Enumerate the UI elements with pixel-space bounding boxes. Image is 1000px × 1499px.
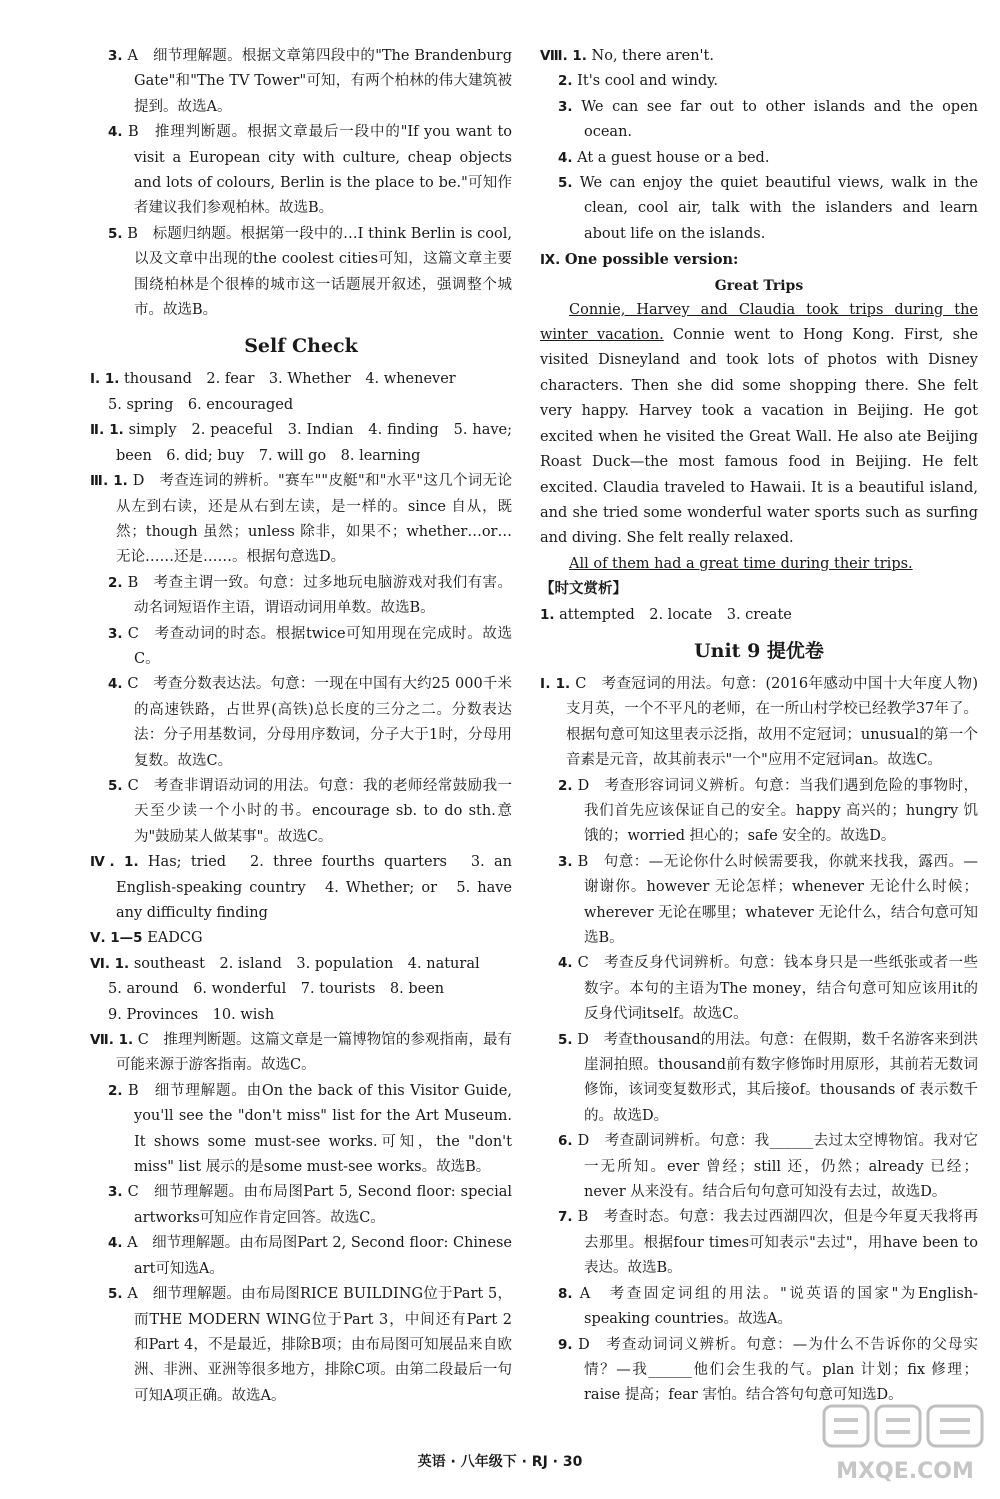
answer-item <box>540 1129 978 1205</box>
answer-item <box>540 1205 978 1281</box>
answer-item <box>90 222 512 324</box>
answer-item <box>540 603 978 628</box>
answer-item <box>90 774 512 850</box>
answer-item <box>540 171 978 247</box>
page-footer: 英语 · 八年级下 · RJ · 30 <box>417 1454 583 1470</box>
answer-item <box>90 926 512 951</box>
item-number: 9. <box>558 1336 573 1353</box>
item-number: Ⅲ. 1. <box>90 473 128 490</box>
underlined-sentence: Connie, Harvey and Claudia took trips during the winter vacation. <box>540 301 978 344</box>
item-text: attempted 2. locate 3. create <box>559 606 792 623</box>
item-number: 4. <box>558 955 573 972</box>
answer-item <box>90 44 512 120</box>
item-number: 8. <box>558 1285 573 1302</box>
answer-item <box>540 672 978 774</box>
item-text: 5. spring 6. encouraged <box>108 396 294 413</box>
item-text: simply 2. peaceful 3. Indian 4. finding 5. have; been 6. did; buy 7. will go 8. learning <box>116 422 512 464</box>
item-text: D 考查动词词义辨析。句意：—为什么不告诉你的父母实情？—我______他们会生我的气。plan 计划；fix 修理；raise 提高；fear 害怕。结合答句句意可知选D。 <box>578 1336 979 1404</box>
item-text: D 考查连词的辨析。"赛车""皮艇"和"水平"这几个词无论从左到右读，还是从右到左读，是一样的。since 自从，既然；though 虽然；unless 除非，如果不；whether…or…无论……还是……。根据句意选D。 <box>116 473 513 566</box>
item-text: C 细节理解题。由布局图Part 5, Second floor: special artworks可知应作肯定回答。故选C。 <box>127 1184 513 1226</box>
item-number: 2. <box>558 73 573 90</box>
item-number: Ⅵ. 1. <box>90 955 130 972</box>
item-text: 5. around 6. wonderful 7. tourists 8. been <box>108 981 445 998</box>
item-text: C 考查分数表达法。句意：一现在中国有大约25 000千米的高速铁路，占世界(高铁)总长度的三分之二。分数表达法：分子用基数词，分母用序数词，分子大于1时，分母用复数。故选C。 <box>127 676 512 769</box>
answer-item <box>90 850 512 926</box>
item-number: 6. <box>558 1133 573 1150</box>
item-number: 3. <box>108 48 123 64</box>
section-heading: Unit 9 提优卷 <box>694 639 824 662</box>
item-text: C 考查非谓语动词的用法。句意：我的老师经常鼓励我一天至少读一个小时的书。encourage sb. to do sth.意为"鼓励某人做某事"。故选C。 <box>127 777 513 845</box>
item-text: B 细节理解题。由On the back of this Visitor Guide, you'll see the "don't miss" list for the Art Museum. It shows some must-see works.可知，the "don't miss" list 展示的是some must-see works。故选B。 <box>127 1082 512 1176</box>
item-number: Ⅰ. 1. <box>90 371 120 388</box>
item-number: 4. <box>108 1235 123 1252</box>
answer-item <box>540 1282 978 1333</box>
item-text: C 考查冠词的用法。句意：(2016年感动中国十大年度人物)支月英，一个不平凡的老师，在一所山村学校已经教学37年了。根据句意可知这里表示泛指，故用不定冠词；unusual的第一个音素是元音，故其前表示"一个"应用不定冠词an。故选C。 <box>566 675 979 769</box>
item-text: D 考查副词辨析。句意：我______去过太空博物馆。我对它一无所知。ever 曾经；still 还，仍然；already 已经；never 从来没有。结合后句句意可知没有去过，故选D。 <box>577 1133 979 1201</box>
answer-item <box>90 1028 512 1079</box>
answer-item <box>90 367 512 392</box>
answer-item <box>540 774 978 850</box>
item-text: B 推理判断题。根据文章最后一段中的"If you want to visit a European city with culture, cheap objects and lots of colours, Berlin is the place to be."可知作者建议我们参观柏林。故选B。 <box>128 124 512 217</box>
item-number: 1. <box>540 606 555 623</box>
answer-item <box>90 393 512 418</box>
left-column <box>90 44 512 1409</box>
item-number: 3. <box>108 1184 123 1201</box>
answer-item <box>90 1003 512 1028</box>
item-text: We can see far out to other islands and the open ocean. <box>581 98 978 141</box>
item-number: 7. <box>558 1209 573 1226</box>
item-text: thousand 2. fear 3. Whether 4. whenever <box>123 371 456 388</box>
item-number: 4. <box>108 124 123 141</box>
item-number: 5. <box>558 175 573 192</box>
item-number: 2. <box>108 574 123 591</box>
item-number: Ⅰ. 1. <box>540 675 571 692</box>
item-text: C 推理判断题。这篇文章是一篇博物馆的参观指南，最有可能来源于游客指南。故选C。 <box>116 1032 513 1074</box>
item-text: D 考查形容词词义辨析。句意：当我们遇到危险的事物时，我们首先应该保证自己的安全。happy 高兴的；hungry 饥饿的；worried 担心的；safe 安全的。故选D。 <box>577 777 978 845</box>
answer-item <box>540 951 978 1027</box>
item-number: Ⅳ. 1. <box>90 854 139 871</box>
section-heading: Self Check <box>244 335 358 358</box>
item-text: No, there aren't. <box>591 48 714 64</box>
essay-paragraph <box>540 552 978 577</box>
item-text: southeast 2. island 3. population 4. natural <box>133 955 480 972</box>
svg-text:MXQE.COM: MXQE.COM <box>836 1459 974 1484</box>
item-text: D 考查thousand的用法。句意：在假期，数千名游客来到洪崖洞拍照。thousand前有数字修饰时用原形，其前若无数词修饰，该词变复数形式，其后接of。thousands of 表示数千的。故选D。 <box>577 1031 979 1124</box>
answer-item <box>540 95 978 146</box>
item-text: A 细节理解题。由布局图RICE BUILDING位于Part 5，而THE MODERN WING位于Part 3，中间还有Part 2和Part 4，不是最近，排除B项；由布局图可知展品来自欧洲、非洲、亚洲等很多地方，排除C项。由第二段最后一句可知A项正确。故选A。 <box>127 1286 513 1404</box>
answer-item <box>90 1079 512 1181</box>
answer-item <box>90 952 512 977</box>
item-number: 2. <box>108 1082 123 1099</box>
answer-item <box>90 1231 512 1282</box>
item-number: 5. <box>108 1286 123 1303</box>
paragraph-text: Connie went to Hong Kong. First, she visited Disneyland and took lots of photos with Disney characters. Then she did some shopping there. She felt very happy. Harvey took a vacation in Beijing. He got excited when he visited the Great Wall. He also ate Beijing Roast Duck—the most famous food in Beijing. He felt excited. Claudia traveled to Hawaii. It is a beautiful island, and she tried some wonderful water sports such as surfing and diving. She felt really relaxed. <box>540 327 978 547</box>
item-number: 3. <box>108 625 123 642</box>
item-text: B 考查主谓一致。句意：过多地玩电脑游戏对我们有害。动名词短语作主语，谓语动词用单数。故选B。 <box>127 574 512 617</box>
item-text: 9. Provinces 10. wish <box>108 1006 275 1023</box>
item-text: C 考查反身代词辨析。句意：钱本身只是一些纸张或者一些数字。本句的主语为The money，结合句意可知应该用it的反身代词itself。故选C。 <box>577 955 979 1023</box>
item-number: 4. <box>108 676 123 693</box>
item-number: 3. <box>558 853 573 870</box>
item-text: EADCG <box>147 930 203 947</box>
item-text: C 考查动词的时态。根据twice可知用现在完成时。故选C。 <box>127 625 513 667</box>
answer-item <box>90 571 512 622</box>
item-text: B 考查时态。句意：我去过西湖四次，但是今年夏天我将再去那里。根据four times可知表示"去过"，用have been to表达。故选B。 <box>577 1209 979 1277</box>
answer-item <box>90 622 512 673</box>
answer-item <box>540 44 978 69</box>
item-number: Ⅶ. 1. <box>90 1032 134 1049</box>
answer-item <box>90 672 512 774</box>
answer-item <box>540 850 978 952</box>
answer-item <box>540 69 978 94</box>
answer-item <box>90 1180 512 1231</box>
answer-item <box>540 1333 978 1409</box>
item-text: A 考查固定词组的用法。"说英语的国家"为English-speaking countries。故选A。 <box>579 1285 979 1328</box>
answer-item <box>90 120 512 222</box>
answer-item <box>90 469 512 571</box>
item-text: A 细节理解题。由布局图Part 2, Second floor: Chinese art可知选A。 <box>127 1235 512 1277</box>
item-number: Ⅸ. <box>540 252 561 269</box>
item-number: 4. <box>558 149 573 166</box>
item-text: We can enjoy the quiet beautiful views, walk in the clean, cool air, talk with the islanders and learn about life on the islands. <box>579 175 978 242</box>
item-number: 3. <box>558 98 573 115</box>
item-text: One possible version: <box>564 251 739 269</box>
item-number: 5. <box>108 777 123 794</box>
right-column <box>540 44 978 1409</box>
section-label: 【时文赏析】 <box>540 581 627 598</box>
answer-item <box>90 1282 512 1409</box>
item-number: Ⅱ. 1. <box>90 422 124 439</box>
item-number: 5. <box>558 1031 573 1048</box>
item-number: Ⅷ. 1. <box>540 48 587 64</box>
item-text: A 细节理解题。根据文章第四段中的"The Brandenburg Gate"和"The TV Tower"可知，有两个柏林的伟大建筑被提到。故选A。 <box>127 48 512 115</box>
item-text: B 标题归纳题。根据第一段中的…I think Berlin is cool,以及文章中出现的the coolest cities可知，这篇文章主要围绕柏林是个很棒的城市这一话题展开叙述，强调整个城市。故选B。 <box>127 225 513 319</box>
answer-item <box>90 977 512 1002</box>
item-number: 5. <box>108 225 123 242</box>
underlined-sentence: All of them had a great time during their trips. <box>569 555 913 572</box>
item-text: At a guest house or a bed. <box>577 149 770 166</box>
essay-title: Great Trips <box>714 277 804 294</box>
answer-item <box>540 247 978 273</box>
answer-item <box>540 1028 978 1130</box>
item-text: B 句意：—无论你什么时候需要我，你就来找我，露西。—谢谢你。however 无论怎样；whenever 无论什么时候；wherever 无论在哪里；whatever 无论什么，结合句意可知选B。 <box>577 853 979 946</box>
essay-paragraph <box>540 298 978 552</box>
watermark-logo <box>820 1400 990 1490</box>
item-text: Has; tried 2. three fourths quarters 3. an English-speaking country 4. Whether; or 5. have any difficulty finding <box>116 854 512 921</box>
item-text: It's cool and windy. <box>577 73 718 90</box>
item-number: 2. <box>558 777 573 794</box>
answer-item <box>540 146 978 171</box>
answer-item <box>90 418 512 469</box>
item-number: Ⅴ. 1—5 <box>90 930 143 947</box>
